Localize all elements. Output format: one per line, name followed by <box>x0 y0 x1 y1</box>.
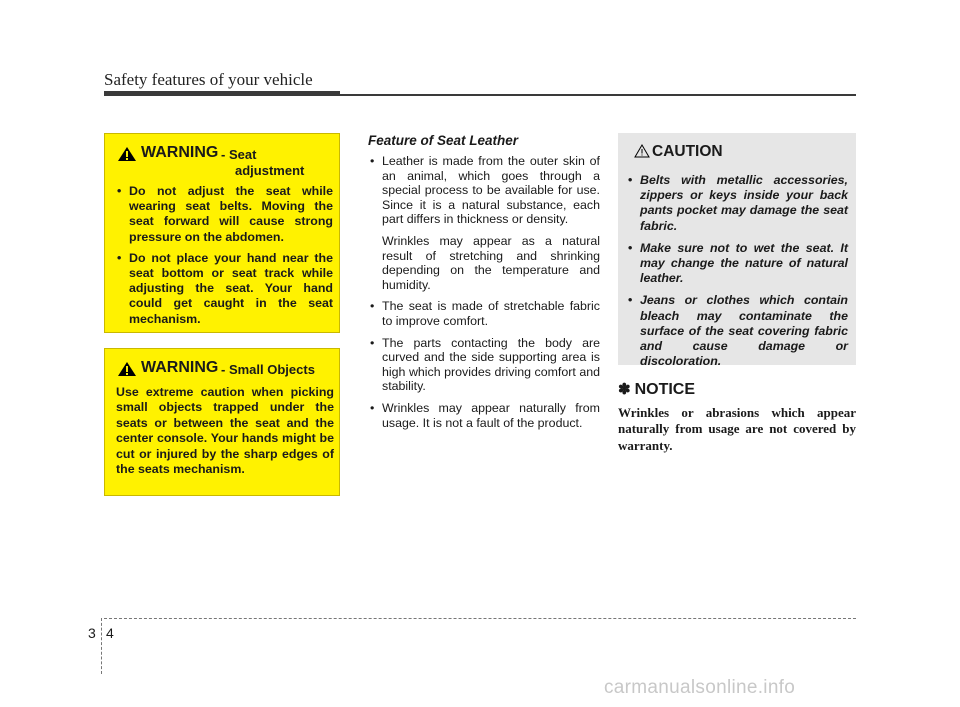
warning-small-objects-box <box>104 348 340 496</box>
feature-seat-leather-section <box>368 133 600 437</box>
warning-label: WARNING <box>141 144 219 161</box>
feature-item-extra: Wrinkles may appear as a natural result of stretching and shrinking depending on the temperature and humidity. <box>382 233 600 292</box>
notice-label: NOTICE <box>634 381 696 398</box>
caution-triangle-icon <box>634 144 650 158</box>
caution-box <box>618 133 856 369</box>
page-number: 4 <box>106 625 114 641</box>
warning-triangle-icon <box>117 361 137 377</box>
warning-subtitle-cont: adjustment <box>235 163 305 178</box>
footer-vertical-rule <box>101 618 102 674</box>
caution-item: • Belts with metallic accessories, zippers or keys inside your back pants pocket may damage the seat fabric. <box>628 173 848 234</box>
section-heading: Feature of Seat Leather <box>368 133 519 148</box>
warning-small-text: Use extreme caution when picking small objects trapped under the seats or between the seat and the center console. Your hands might be cut or injured by the sharp edges of the seats mechanism. <box>116 385 334 477</box>
feature-item: • The seat is made of stretchable fabric to improve comfort. <box>368 299 600 328</box>
notice-heading <box>618 380 856 399</box>
caution-label: CAUTION <box>652 143 723 160</box>
notice-asterisk-icon: ✽ <box>618 381 631 398</box>
footer-rule <box>104 618 856 619</box>
header-rule-thick <box>104 91 340 96</box>
chapter-number: 3 <box>88 625 96 641</box>
warning-item: • Do not adjust the seat while wearing seat belts. Moving the seat forward will cause strong pressure on the abdomen. <box>117 184 333 245</box>
caution-item: • Make sure not to wet the seat. It may change the nature of natural leather. <box>628 241 848 287</box>
watermark: carmanualsonline.info <box>604 677 796 698</box>
feature-item: • The parts contacting the body are curved and the side supporting area is high which provides driving comfort and stability. <box>368 336 600 394</box>
warning-seat-list <box>117 184 333 333</box>
warning-header <box>117 144 331 176</box>
feature-list <box>368 154 600 430</box>
warning-subtitle: - Seat <box>221 147 257 162</box>
warning-item: • Do not place your hand near the seat bottom or seat track while adjusting the seat. Your hand could get caught in the seat mechanism. <box>117 251 333 327</box>
warning-triangle-icon <box>117 146 137 162</box>
notice-section <box>618 380 856 454</box>
warning-label: WARNING <box>141 359 219 376</box>
caution-list <box>628 173 848 376</box>
feature-item <box>368 154 600 292</box>
feature-item: • Wrinkles may appear naturally from usage. It is not a fault of the product. <box>368 401 600 430</box>
feature-item-text: Leather is made from the outer skin of an animal, which goes through a special process to be available for use. Since it is a natural substance, each part differs in thickness or density. <box>382 154 600 227</box>
notice-text: Wrinkles or abrasions which appear naturally from usage are not covered by warranty. <box>618 405 856 453</box>
header-rule-thin <box>340 94 856 96</box>
warning-seat-adjustment-box <box>104 133 340 333</box>
warning-subtitle: - Small Objects <box>221 362 315 377</box>
page-header-title: Safety features of your vehicle <box>104 70 313 89</box>
caution-item: • Jeans or clothes which contain bleach may contaminate the surface of the seat covering fabric and cause damage or discoloration. <box>628 293 848 369</box>
